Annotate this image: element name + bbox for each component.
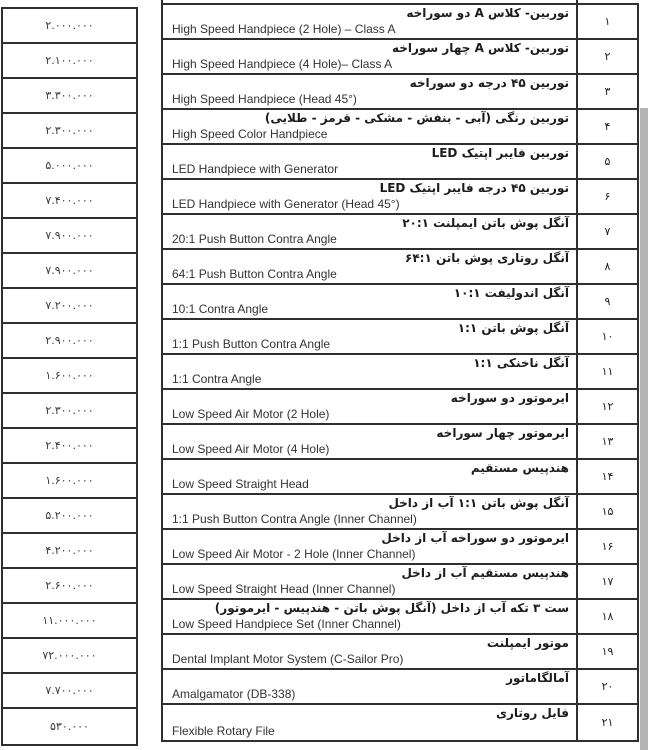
item-name-english: 64:1 Push Button Contra Angle (172, 267, 337, 281)
row-number-cell (576, 110, 637, 143)
item-name-english: 10:1 Contra Angle (172, 302, 269, 316)
item-name-persian: توربین ۴۵ درجه فایبر اپتیک LED (379, 181, 569, 195)
item-name-persian: آنگل پوش باتن ایمپلنت ۲۰:۱ (402, 216, 569, 230)
item-name-persian: توربین رنگی (آبی - بنفش - مشکی - قرمز - طلایی) (264, 111, 569, 125)
item-description-cell (163, 285, 576, 318)
item-name-persian: آنگل روتاری پوش باتن ۶۴:۱ (405, 251, 569, 265)
item-name-persian: توربین فایبر اپتیک LED (431, 146, 569, 160)
row-number: ۱۲ (601, 400, 614, 413)
item-description-cell (163, 460, 576, 493)
row-number-cell (576, 670, 637, 703)
item-name-english: LED Handpiece with Generator (172, 162, 339, 176)
table-row (163, 460, 637, 495)
item-name-english: Low Speed Air Motor (4 Hole) (172, 442, 330, 456)
item-name-english: Flexible Rotary File (172, 724, 275, 738)
row-number-cell (576, 215, 637, 248)
item-name-english: 20:1 Push Button Contra Angle (172, 232, 337, 246)
item-name-persian: ایرموتور چهار سوراخه (436, 426, 569, 440)
item-name-persian: آنگل ناخنکی ۱:۱ (473, 356, 569, 370)
row-number-cell (576, 705, 637, 740)
row-number-cell (576, 5, 637, 38)
item-name-english: Low Speed Air Motor (2 Hole) (172, 407, 330, 421)
item-name-english: Amalgamator (DB-338) (172, 687, 296, 701)
price-value: ۲.۱۰۰.۰۰۰ (45, 54, 94, 67)
table-row (163, 600, 637, 635)
table-row (163, 40, 637, 75)
row-number: ۱ (604, 15, 611, 28)
row-number: ۱۷ (601, 575, 614, 588)
price-value: ۲.۹۰۰.۰۰۰ (45, 334, 94, 347)
price-value: ۷.۴۰۰.۰۰۰ (45, 194, 94, 207)
item-name-persian: هندپیس مستقیم آب از داخل (401, 566, 569, 580)
row-number-cell (576, 40, 637, 73)
item-name-persian: آنگل پوش باتن ۱:۱ آب از داخل (388, 496, 569, 510)
item-name-persian: فایل روتاری (495, 706, 569, 720)
price-value: ۳.۳۰۰.۰۰۰ (45, 89, 94, 102)
item-description-cell (163, 425, 576, 458)
item-description-cell (163, 390, 576, 423)
price-value: ۱.۶۰۰.۰۰۰ (45, 369, 94, 382)
item-name-persian: ست ۳ تکه آب از داخل (آنگل پوش باتن - هندپیس - ایرموتور) (214, 601, 569, 615)
row-number-cell (576, 285, 637, 318)
price-cell (3, 499, 136, 534)
item-description-cell (163, 565, 576, 598)
table-row (163, 75, 637, 110)
table-row (163, 495, 637, 530)
row-number: ۷ (604, 225, 611, 238)
price-cell (3, 709, 136, 744)
row-number: ۳ (604, 85, 611, 98)
table-row (163, 355, 637, 390)
row-number: ۱۱ (601, 365, 614, 378)
price-value: ۲.۰۰۰.۰۰۰ (45, 19, 94, 32)
item-description-cell (163, 145, 576, 178)
item-description-cell (163, 530, 576, 563)
table-row (163, 320, 637, 355)
row-number: ۴ (604, 120, 611, 133)
item-name-english: Low Speed Air Motor - 2 Hole (Inner Channel) (172, 547, 416, 561)
item-description-cell (163, 215, 576, 248)
item-name-persian: توربین- کلاس A دو سوراخه (406, 6, 569, 20)
item-description-cell (163, 635, 576, 668)
item-name-persian: ایرموتور دو سوراخه آب از داخل (381, 531, 569, 545)
item-name-english: High Speed Handpiece (2 Hole) – Class A (172, 22, 396, 36)
price-cell (3, 674, 136, 709)
row-number-cell (576, 75, 637, 108)
table-row (163, 635, 637, 670)
table-row (163, 425, 637, 460)
items-table (161, 3, 639, 742)
price-value: ۲.۳۰۰.۰۰۰ (45, 124, 94, 137)
price-cell (3, 359, 136, 394)
price-cell (3, 149, 136, 184)
item-description-cell (163, 670, 576, 703)
row-number-cell (576, 530, 637, 563)
item-description-cell (163, 180, 576, 213)
price-value: ۷.۹۰۰.۰۰۰ (45, 264, 94, 277)
price-cell (3, 604, 136, 639)
item-description-cell (163, 495, 576, 528)
price-value: ۷.۷۰۰.۰۰۰ (45, 684, 94, 697)
price-cell (3, 184, 136, 219)
item-name-english: Low Speed Straight Head (172, 477, 309, 491)
price-value: ۱.۶۰۰.۰۰۰ (45, 474, 94, 487)
price-value: ۵.۲۰۰.۰۰۰ (45, 509, 94, 522)
table-row (163, 390, 637, 425)
price-cell (3, 289, 136, 324)
item-description-cell (163, 355, 576, 388)
item-name-persian: هندپیس مستقیم (470, 461, 569, 475)
price-value: ۷۲.۰۰۰.۰۰۰ (42, 649, 97, 662)
price-cell (3, 569, 136, 604)
table-row (163, 670, 637, 705)
item-description-cell (163, 600, 576, 633)
item-name-english: High Speed Handpiece (Head 45°) (172, 92, 357, 106)
price-value: ۲.۳۰۰.۰۰۰ (45, 404, 94, 417)
row-number: ۹ (604, 295, 611, 308)
price-cell (3, 219, 136, 254)
price-cell (3, 114, 136, 149)
price-cell (3, 394, 136, 429)
item-name-english: 1:1 Contra Angle (172, 372, 262, 386)
item-name-persian: موتور ایمپلنت (486, 636, 569, 650)
row-number: ۱۸ (601, 610, 614, 623)
table-row (163, 250, 637, 285)
item-description-cell (163, 5, 576, 38)
item-name-persian: آمالگاماتور (506, 671, 569, 685)
price-column (1, 7, 138, 746)
price-value: ۵.۰۰۰.۰۰۰ (45, 159, 94, 172)
item-name-english: 1:1 Push Button Contra Angle (Inner Channel) (172, 512, 417, 526)
row-number: ۶ (604, 190, 611, 203)
price-value: ۷.۹۰۰.۰۰۰ (45, 229, 94, 242)
price-cell (3, 254, 136, 289)
row-number-cell (576, 355, 637, 388)
item-description-cell (163, 110, 576, 143)
price-cell (3, 464, 136, 499)
item-name-persian: آنگل اندولیفت ۱۰:۱ (453, 286, 569, 300)
item-name-persian: توربین ۴۵ درجه دو سوراخه (409, 76, 569, 90)
row-number-cell (576, 495, 637, 528)
row-number-cell (576, 390, 637, 423)
price-cell (3, 9, 136, 44)
row-number: ۲۰ (601, 680, 614, 693)
cut-off-row-remnant (40, 0, 120, 3)
row-number: ۸ (604, 260, 611, 273)
price-value: ۱۱.۰۰۰.۰۰۰ (42, 614, 97, 627)
price-cell (3, 534, 136, 569)
price-cell (3, 429, 136, 464)
row-number: ۲ (604, 50, 611, 63)
row-number-cell (576, 460, 637, 493)
item-description-cell (163, 75, 576, 108)
item-name-persian: آنگل پوش باتن ۱:۱ (457, 321, 569, 335)
item-name-english: Low Speed Straight Head (Inner Channel) (172, 582, 396, 596)
price-value: ۲.۴۰۰.۰۰۰ (45, 439, 94, 452)
item-name-english: High Speed Handpiece (4 Hole)– Class A (172, 57, 393, 71)
item-description-cell (163, 40, 576, 73)
item-name-persian: توربین- کلاس A چهار سوراخه (391, 41, 569, 55)
row-number: ۱۳ (601, 435, 614, 448)
row-number-cell (576, 600, 637, 633)
row-number-cell (576, 145, 637, 178)
row-number: ۲۱ (601, 716, 614, 729)
row-number: ۱۵ (601, 505, 614, 518)
row-number: ۱۰ (601, 330, 614, 343)
item-name-persian: ایرموتور دو سوراخه (450, 391, 569, 405)
row-number-cell (576, 425, 637, 458)
price-value: ۲.۶۰۰.۰۰۰ (45, 579, 94, 592)
price-cell (3, 324, 136, 359)
price-value: ۴.۲۰۰.۰۰۰ (45, 544, 94, 557)
item-description-cell (163, 705, 576, 740)
table-row (163, 565, 637, 600)
item-name-english: Low Speed Handpiece Set (Inner Channel) (172, 617, 401, 631)
item-description-cell (163, 250, 576, 283)
table-row (163, 110, 637, 145)
row-number: ۱۴ (601, 470, 614, 483)
row-number-cell (576, 635, 637, 668)
scan-page-edge-shadow (640, 108, 648, 750)
table-row (163, 180, 637, 215)
row-number-cell (576, 320, 637, 353)
item-name-english: Dental Implant Motor System (C-Sailor Pro) (172, 652, 404, 666)
item-name-english: High Speed Color Handpiece (172, 127, 328, 141)
table-row (163, 5, 637, 40)
row-number-cell (576, 180, 637, 213)
table-row (163, 285, 637, 320)
row-number: ۵ (604, 155, 611, 168)
table-row (163, 215, 637, 250)
price-value: ۵۳۰.۰۰۰ (50, 720, 89, 733)
row-number-cell (576, 250, 637, 283)
row-number: ۱۶ (601, 540, 614, 553)
table-row (163, 530, 637, 565)
table-row (163, 705, 637, 740)
price-cell (3, 44, 136, 79)
item-name-english: 1:1 Push Button Contra Angle (172, 337, 331, 351)
price-cell (3, 639, 136, 674)
row-number-cell (576, 565, 637, 598)
item-name-english: LED Handpiece with Generator (Head 45°) (172, 197, 400, 211)
item-description-cell (163, 320, 576, 353)
table-row (163, 145, 637, 180)
price-value: ۷.۲۰۰.۰۰۰ (45, 299, 94, 312)
price-cell (3, 79, 136, 114)
row-number: ۱۹ (601, 645, 614, 658)
